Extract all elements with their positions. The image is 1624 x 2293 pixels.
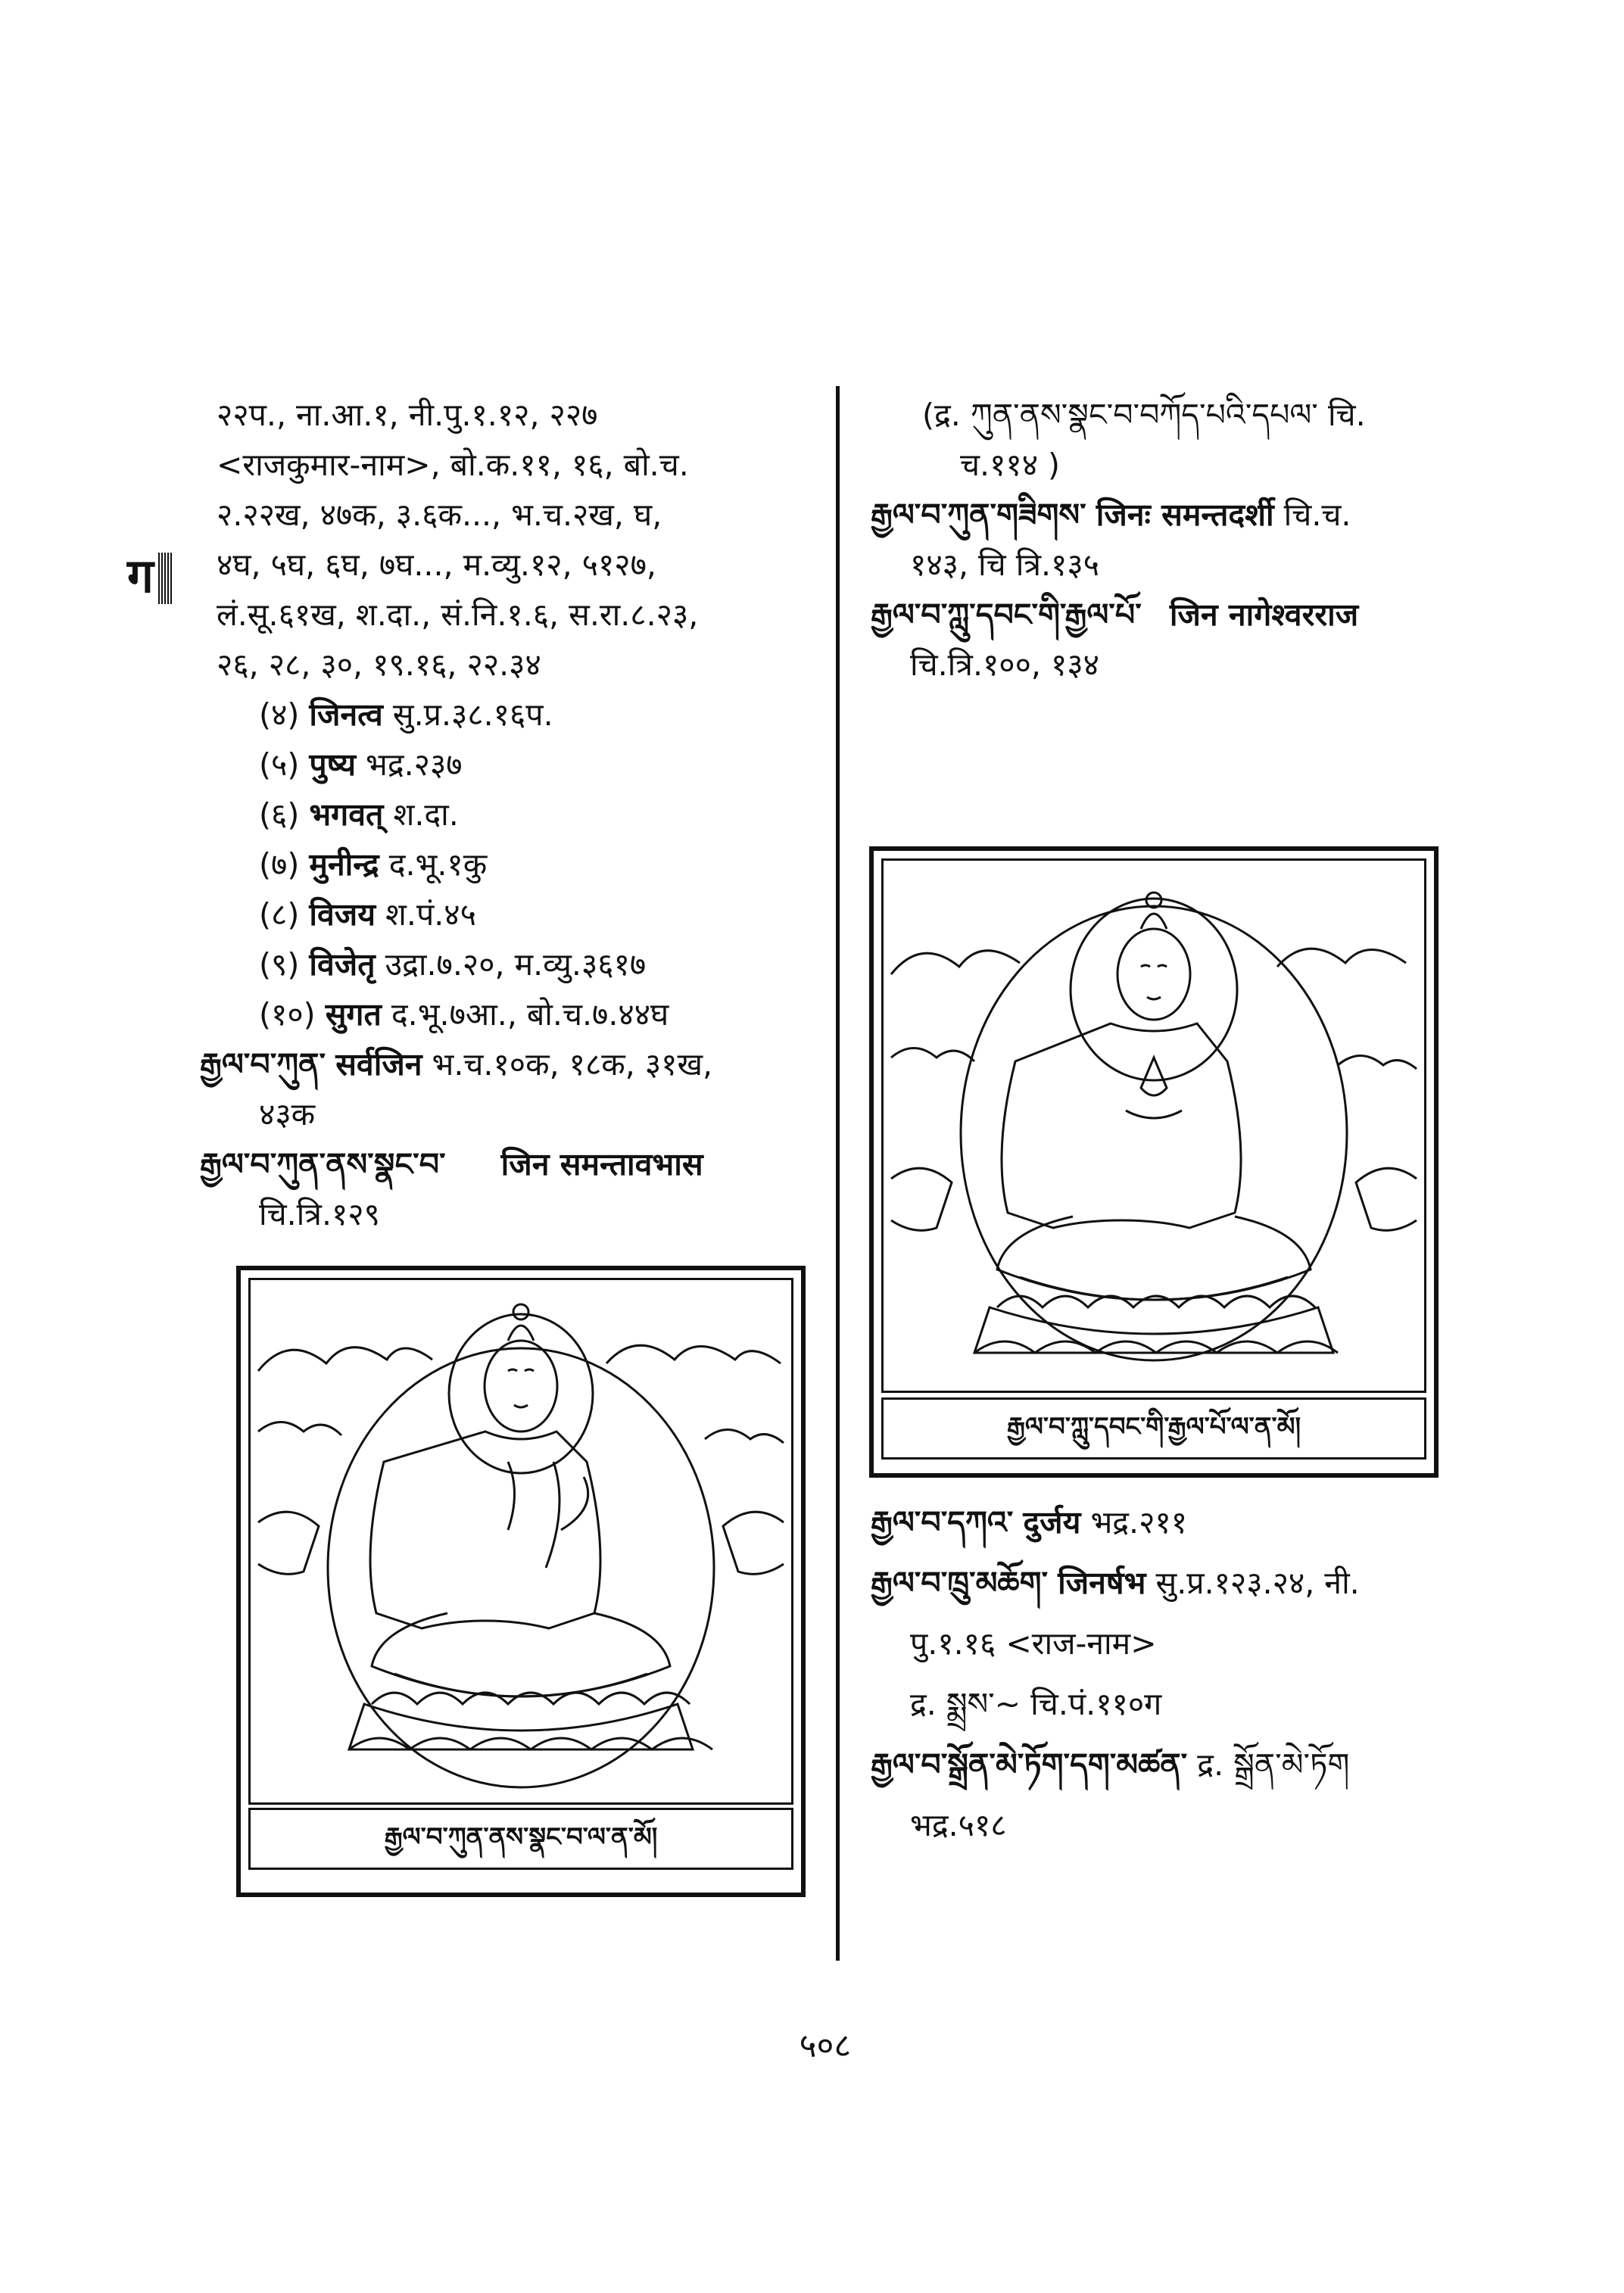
entry-reference: भद्र.५१८ [910, 1807, 1007, 1843]
sense-number: (५) [259, 746, 300, 783]
numbered-sense [217, 889, 815, 939]
sense-ref: द.भू.७आ., बो.च.७.४४घ [391, 996, 669, 1033]
headword-tibetan: རྒྱལ་བ་དཀའ་ [871, 1504, 1014, 1541]
headword-sanskrit: दुर्जय [1023, 1504, 1081, 1541]
page-number: ५०८ [799, 2027, 852, 2065]
entry-reference-continued: ४३क [259, 1096, 316, 1132]
numbered-sense [217, 690, 815, 740]
entry-reference: भ.च.१०क, १८क, ३१ख, [432, 1046, 713, 1083]
headword-sanskrit: जिन समन्तावभास [500, 1146, 703, 1182]
headword-sanskrit: जिन नागेश्वरराज [1169, 597, 1359, 633]
left-column [200, 390, 815, 1239]
entry-reference: चि.त्रि.१२९ [259, 1196, 380, 1232]
side-marker-bar [158, 553, 172, 604]
dictionary-entry [871, 490, 1469, 540]
sense-ref: श.दा. [393, 796, 459, 833]
buddha-artwork [881, 858, 1426, 1393]
sense-number: (७) [259, 846, 300, 883]
entry-reference-continued: पु.१.१६ <राज-नाम> [910, 1625, 1157, 1662]
dictionary-entry [200, 1039, 815, 1089]
text-line: <राजकुमार-नाम>, बो.क.११, १६, बो.च. [217, 447, 689, 483]
seated-buddha-icon [251, 1280, 791, 1802]
text-line: २६, २८, ३०, १९.१६, २२.३४ [217, 646, 541, 683]
entry-reference-continued: १४३, चि त्रि.१३५ [910, 547, 1099, 583]
buddha-artwork [248, 1278, 793, 1805]
seated-buddha-icon [884, 861, 1424, 1391]
headword-tibetan: རྒྱལ་བ་ཀུན་ནས་སྣང་བ་ [200, 1146, 446, 1182]
text-line: २.२२ख, ४७क, ३.६क..., भ.च.२ख, घ, [217, 497, 662, 533]
numbered-sense [217, 840, 815, 889]
cross-reference: (द्र. ཀུན་ནས་སྣང་བ་བཀོད་པའི་དཔལ་ चि. [922, 397, 1366, 433]
headword-tibetan: རྒྱལ་བ་ཀུན་ [200, 1046, 326, 1083]
sense-term: सुगत [325, 996, 382, 1033]
sense-number: (८) [259, 896, 300, 933]
numbered-sense [217, 939, 815, 989]
sense-ref: भद्र.२३७ [366, 746, 463, 783]
buddha-illustration-left [236, 1266, 806, 1897]
dictionary-entry [871, 1734, 1469, 1795]
dictionary-entry [871, 1553, 1469, 1613]
side-marker-letter: ग [127, 548, 154, 603]
sense-number: (६) [259, 796, 300, 833]
see-also: द्र. སྒྲོན་མེ་ཏོག [1197, 1746, 1350, 1783]
entry-reference: चि.त्रि.१००, १३४ [910, 646, 1099, 683]
sense-term: जिनत्व [309, 696, 383, 733]
dictionary-entry [871, 590, 1469, 640]
sense-ref: सु.प्र.३८.१६प. [392, 696, 553, 733]
sense-number: (९) [259, 946, 300, 983]
sense-ref: द.भू.१कु [388, 846, 488, 883]
illustration-caption: རྒྱལ་བ་ཀླུ་དབང་གི་རྒྱལ་པོ་ལ་ན་མོ། [881, 1397, 1426, 1460]
sense-term: विजेतृ [309, 946, 376, 983]
sense-ref: श.पं.४५ [385, 896, 476, 933]
headword-tibetan: རྒྱལ་བ་ཀུན་གཟིགས་ [871, 497, 1086, 533]
column-divider [836, 386, 840, 1961]
headword-sanskrit: सर्वजिन [335, 1046, 422, 1083]
illustration-caption: རྒྱལ་བ་ཀུན་ནས་སྣང་བ་ལ་ན་མོ། [248, 1808, 793, 1870]
see-also: द्र. སྨྲས་~ चि.पं.११०ग [910, 1686, 1162, 1722]
sense-term: भगवत् [309, 796, 384, 833]
text-line: ४घ, ५घ, ६घ, ७घ..., म.व्यु.१२, ५१२७, [217, 547, 656, 583]
sense-term: मुनीन्द्र [309, 846, 379, 883]
dictionary-entry [200, 1139, 815, 1189]
cross-reference-continued: च.११४ ) [960, 447, 1061, 483]
text-line: लं.सू.६१ख, श.दा., सं.नि.१.६, स.रा.८.२३, [217, 597, 699, 633]
sense-number: (४) [259, 696, 300, 733]
numbered-sense [217, 740, 815, 790]
buddha-illustration-right [869, 846, 1439, 1478]
headword-sanskrit: जिनः समन्तदर्शी [1096, 497, 1274, 533]
numbered-sense [217, 989, 815, 1039]
headword-tibetan: རྒྱལ་བ་ཀླུ་དབང་གི་རྒྱལ་པོ་ [871, 597, 1142, 633]
dictionary-entry [871, 1492, 1469, 1553]
entry-reference: चि.च. [1283, 497, 1351, 533]
headword-tibetan: རྒྱལ་བ་ཁྲུ་མཆོག་ [871, 1565, 1049, 1601]
headword-tibetan: རྒྱལ་བ་སྒྲོན་མེ་ཏོག་དག་མཚན་ [871, 1746, 1188, 1783]
side-marker [127, 548, 172, 604]
entry-reference: भद्र.२११ [1090, 1504, 1188, 1541]
sense-term: विजय [309, 896, 376, 933]
sense-number: (१०) [259, 996, 316, 1033]
entry-reference: सु.प्र.१२३.२४, नी. [1155, 1565, 1360, 1601]
sense-ref: उद्रा.७.२०, म.व्यु.३६१७ [385, 946, 647, 983]
numbered-sense [217, 790, 815, 840]
headword-sanskrit: जिनर्षभ [1058, 1565, 1146, 1601]
sense-term: पुष्य [309, 746, 356, 783]
text-line: २२प., ना.आ.१, नी.पु.१.१२, २२७ [217, 397, 598, 433]
